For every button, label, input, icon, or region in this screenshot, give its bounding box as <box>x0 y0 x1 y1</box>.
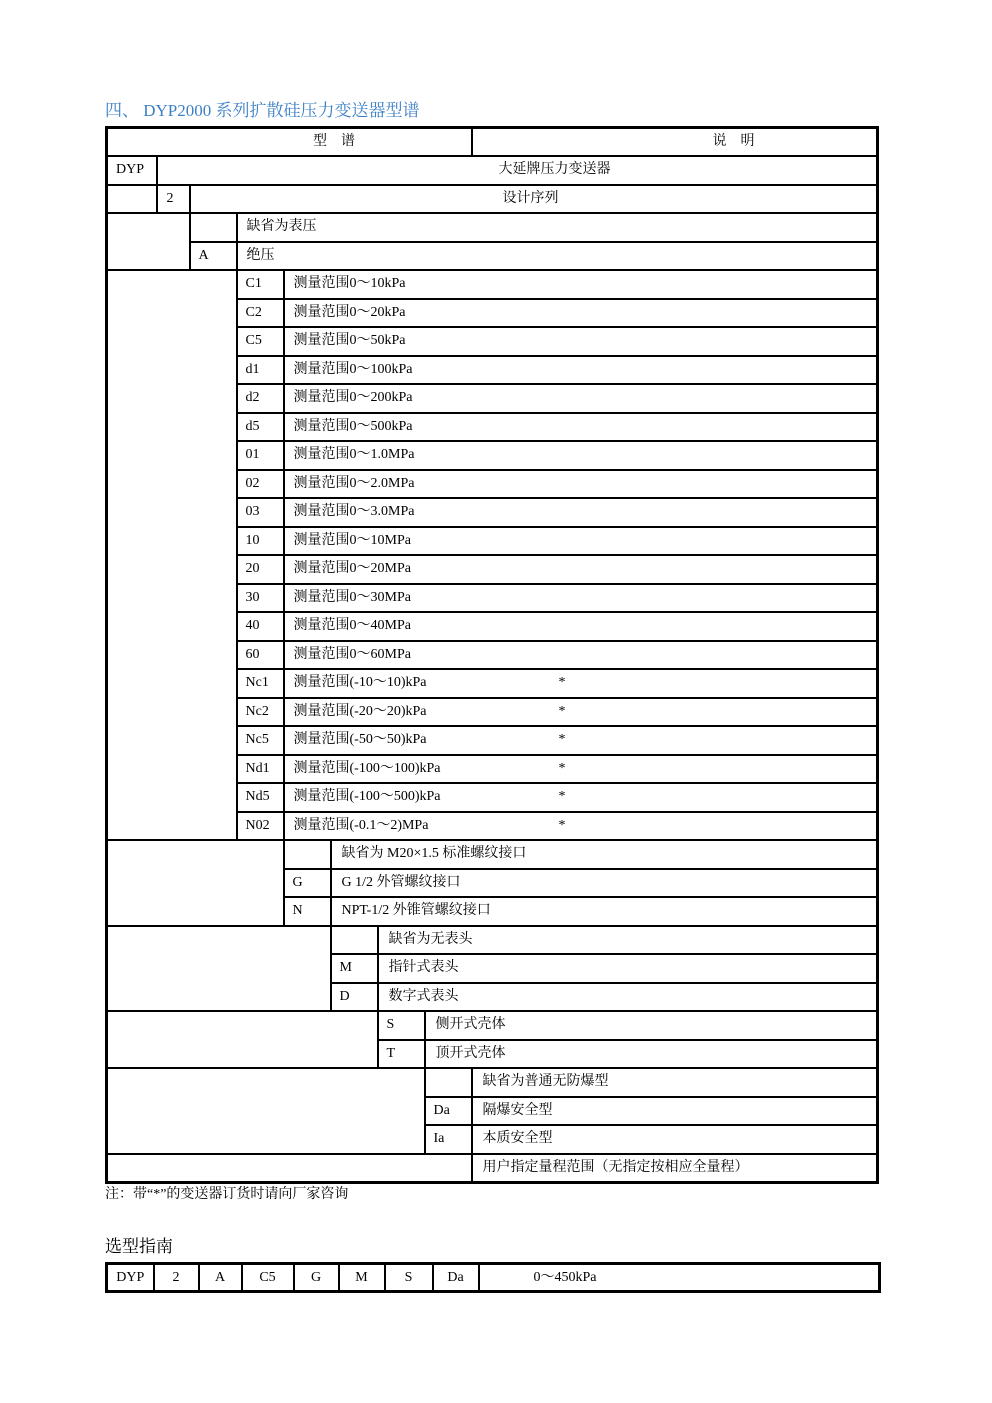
code-cell: N02 <box>237 812 284 841</box>
table-row <box>107 1011 878 1040</box>
description-wrap <box>294 589 877 607</box>
guide-code-cell: DYP <box>107 1264 154 1292</box>
description-wrap <box>294 418 877 436</box>
description-text: 测量范围(-20～20)kPa <box>293 703 427 719</box>
description-cell <box>284 384 878 413</box>
description-text: 测量范围0～2.0MPa <box>293 475 415 491</box>
model-spectrum-table <box>105 126 879 1184</box>
code-cell: d2 <box>237 384 284 413</box>
description-text: 测量范围(-10～10)kPa <box>293 675 427 691</box>
description-cell: G 1/2 外管螺纹接口 <box>331 869 878 898</box>
guide-code-cell: G <box>294 1264 339 1292</box>
description-text: 测量范围(-100～100)kPa <box>293 760 441 776</box>
description-wrap <box>294 332 877 350</box>
description-cell: 指针式表头 <box>378 954 878 983</box>
empty-cell <box>107 840 284 926</box>
code-cell: 40 <box>237 612 284 641</box>
description-cell: 数字式表头 <box>378 983 878 1012</box>
description-text: 测量范围0～60MPa <box>293 646 411 662</box>
description-wrap <box>294 731 877 749</box>
code-cell: 60 <box>237 641 284 670</box>
consult-mark: * <box>558 703 566 719</box>
footnote: 注：带“*”的变送器订货时请向厂家咨询 <box>105 1187 349 1202</box>
description-text: 测量范围0～20kPa <box>293 304 406 320</box>
description-cell <box>284 470 878 499</box>
description-cell <box>284 498 878 527</box>
empty-cell <box>107 1068 425 1154</box>
consult-mark: * <box>558 732 566 748</box>
table-row <box>107 270 878 299</box>
code-cell: N <box>284 897 331 926</box>
description-wrap <box>294 532 877 550</box>
description-cell <box>284 726 878 755</box>
description-cell <box>284 584 878 613</box>
code-cell: DYP <box>107 156 157 185</box>
description-cell <box>284 327 878 356</box>
code-cell: M <box>331 954 378 983</box>
description-wrap <box>294 560 877 578</box>
guide-range-cell: 0～450kPa <box>479 1264 880 1292</box>
code-cell: d5 <box>237 413 284 442</box>
description-wrap <box>294 646 877 664</box>
guide-code-cell: 2 <box>154 1264 199 1292</box>
guide-code-cell: Da <box>433 1264 479 1292</box>
description-wrap <box>294 817 877 835</box>
code-cell: C5 <box>237 327 284 356</box>
description-text: 测量范围0～50kPa <box>293 333 406 349</box>
description-text: 测量范围0～10MPa <box>293 532 411 548</box>
description-wrap <box>294 304 877 322</box>
empty-cell <box>107 213 190 270</box>
table-row <box>107 1154 878 1183</box>
header-model-cell: 型 谱 <box>107 128 472 157</box>
code-cell: Nc2 <box>237 698 284 727</box>
description-cell: 顶开式壳体 <box>425 1040 878 1069</box>
table-row <box>107 242 878 271</box>
description-cell: 缺省为表压 <box>237 213 878 242</box>
description-cell <box>284 270 878 299</box>
brand-row <box>107 156 878 185</box>
guide-code-cell: S <box>385 1264 433 1292</box>
consult-mark: * <box>558 789 566 805</box>
code-cell: 01 <box>237 441 284 470</box>
code-cell <box>425 1068 472 1097</box>
code-cell: Ia <box>425 1125 472 1154</box>
description-cell: 用户指定量程范围（无指定按相应全量程） <box>472 1154 878 1183</box>
header-description-cell: 说 明 <box>472 128 878 157</box>
consult-mark: * <box>558 675 566 691</box>
description-cell <box>284 755 878 784</box>
description-text: 测量范围0～30MPa <box>293 589 411 605</box>
guide-code-cell: M <box>339 1264 385 1292</box>
description-text: 测量范围(-50～50)kPa <box>293 732 427 748</box>
description-text: 测量范围0～3.0MPa <box>293 504 415 520</box>
description-wrap <box>294 760 877 778</box>
description-wrap <box>294 446 877 464</box>
code-cell: Nc1 <box>237 669 284 698</box>
description-cell <box>284 812 878 841</box>
code-cell: S <box>378 1011 425 1040</box>
description-wrap <box>294 361 877 379</box>
description-cell <box>284 698 878 727</box>
code-cell: Nc5 <box>237 726 284 755</box>
table-row <box>107 926 878 955</box>
consult-mark: * <box>558 817 566 833</box>
code-cell <box>331 926 378 955</box>
empty-cell <box>107 185 157 214</box>
empty-cell <box>107 926 331 1012</box>
description-wrap <box>294 788 877 806</box>
empty-cell <box>107 270 237 840</box>
series-row <box>107 185 878 214</box>
description-text: 测量范围(-100～500)kPa <box>293 789 441 805</box>
description-cell: 缺省为普通无防爆型 <box>472 1068 878 1097</box>
description-text: 测量范围0～20MPa <box>293 561 411 577</box>
section-title: 四、 DYP2000 系列扩散硅压力变送器型谱 <box>105 101 420 120</box>
description-cell <box>284 413 878 442</box>
code-cell <box>190 213 237 242</box>
table-row <box>107 1068 878 1097</box>
description-cell <box>284 555 878 584</box>
description-text: 测量范围0～10kPa <box>293 276 406 292</box>
code-cell: G <box>284 869 331 898</box>
description-cell <box>284 612 878 641</box>
code-cell: D <box>331 983 378 1012</box>
description-cell: 设计序列 <box>190 185 878 214</box>
code-cell: 30 <box>237 584 284 613</box>
description-text: 测量范围0～200kPa <box>293 390 413 406</box>
guide-row <box>107 1264 880 1292</box>
description-wrap <box>294 389 877 407</box>
table-row <box>107 213 878 242</box>
code-cell: 03 <box>237 498 284 527</box>
code-cell <box>284 840 331 869</box>
code-cell: d1 <box>237 356 284 385</box>
code-cell: A <box>190 242 237 271</box>
code-cell: C1 <box>237 270 284 299</box>
description-cell <box>284 356 878 385</box>
code-cell: Da <box>425 1097 472 1126</box>
description-cell: 大延牌压力变送器 <box>157 156 878 185</box>
code-cell: Nd1 <box>237 755 284 784</box>
description-wrap <box>294 674 877 692</box>
description-wrap <box>294 275 877 293</box>
table-row <box>107 840 878 869</box>
description-text: 测量范围0～100kPa <box>293 361 413 377</box>
description-wrap <box>294 475 877 493</box>
description-cell: 隔爆安全型 <box>472 1097 878 1126</box>
description-cell: 绝压 <box>237 242 878 271</box>
consult-mark: * <box>558 760 566 776</box>
description-cell: 缺省为 M20×1.5 标准螺纹接口 <box>331 840 878 869</box>
description-text: 测量范围0～40MPa <box>293 618 411 634</box>
selection-guide-table <box>105 1262 881 1293</box>
code-cell: C2 <box>237 299 284 328</box>
description-cell <box>284 441 878 470</box>
description-wrap <box>294 617 877 635</box>
description-text: 测量范围0～1.0MPa <box>293 447 415 463</box>
code-cell: 20 <box>237 555 284 584</box>
description-cell <box>284 527 878 556</box>
description-cell <box>284 783 878 812</box>
selection-guide-title: 选型指南 <box>105 1237 173 1256</box>
description-cell <box>284 641 878 670</box>
guide-code-cell: A <box>199 1264 242 1292</box>
description-cell <box>284 299 878 328</box>
code-cell: 2 <box>157 185 190 214</box>
description-cell: 本质安全型 <box>472 1125 878 1154</box>
empty-cell <box>107 1011 378 1068</box>
description-cell <box>284 669 878 698</box>
code-cell: T <box>378 1040 425 1069</box>
description-text: 测量范围(-0.1～2)MPa <box>293 817 429 833</box>
description-cell: 缺省为无表头 <box>378 926 878 955</box>
description-cell: NPT-1/2 外锥管螺纹接口 <box>331 897 878 926</box>
code-cell: Nd5 <box>237 783 284 812</box>
guide-code-cell: C5 <box>242 1264 294 1292</box>
code-cell: 10 <box>237 527 284 556</box>
code-cell: 02 <box>237 470 284 499</box>
description-wrap <box>294 503 877 521</box>
header-row <box>107 128 878 157</box>
description-text: 测量范围0～500kPa <box>293 418 413 434</box>
description-wrap <box>294 703 877 721</box>
description-cell: 侧开式壳体 <box>425 1011 878 1040</box>
empty-cell <box>107 1154 472 1183</box>
